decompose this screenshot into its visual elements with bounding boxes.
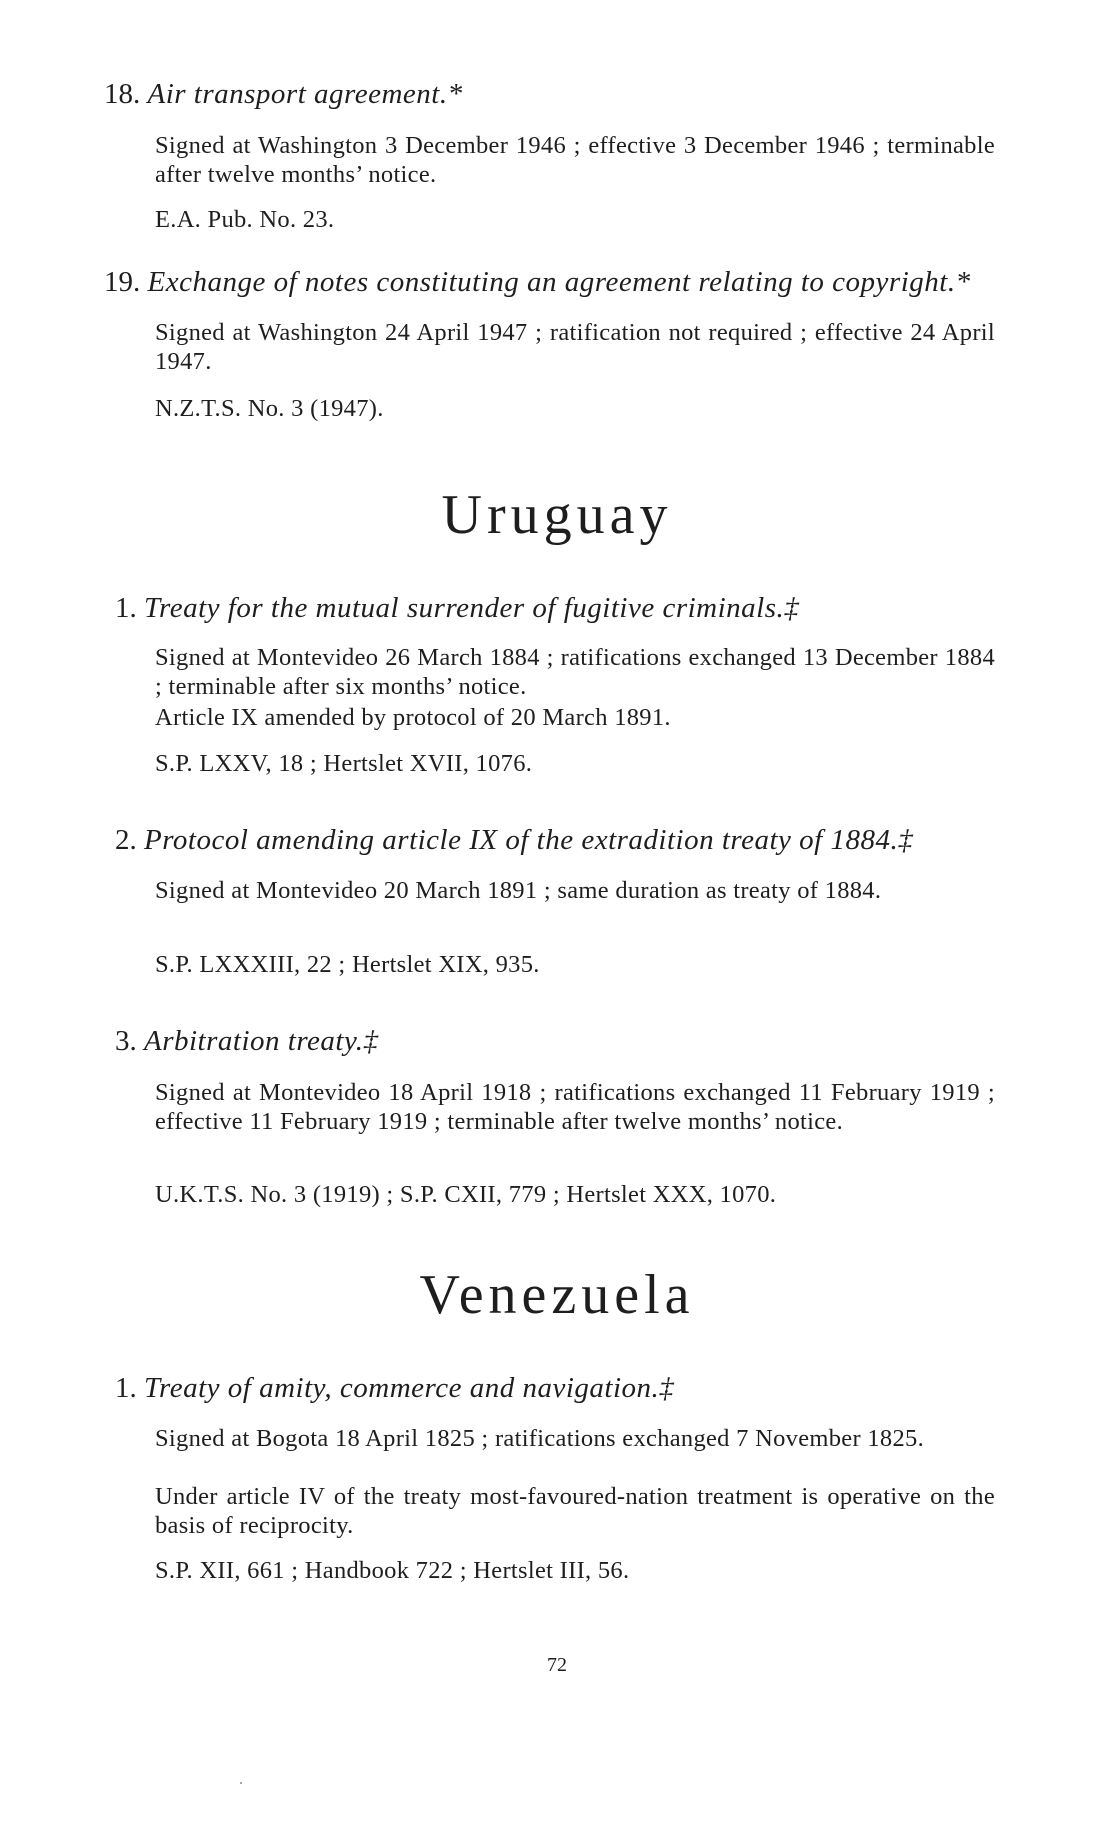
entry-note: Article IX amended by protocol of 20 March 1891.	[155, 704, 671, 731]
entry-detail: Signed at Montevideo 18 April 1918 ; ratifications exchanged 11 February 1919 ; effective 11 February 1919 ; terminable after twelve months’ notice.	[155, 1079, 995, 1135]
entry-heading	[115, 824, 1015, 857]
entry-number: 2.	[115, 824, 137, 856]
entry-reference: U.K.T.S. No. 3 (1919) ; S.P. CXII, 779 ; Hertslet XXX, 1070.	[155, 1181, 777, 1208]
entry-number: 19.	[104, 266, 141, 298]
entry-detail: Signed at Washington 24 April 1947 ; ratification not required ; effective 24 April 1947.	[155, 319, 995, 375]
entry-heading	[104, 78, 1004, 111]
entry-title: Protocol amending article IX of the extradition treaty of 1884.‡	[144, 824, 914, 856]
entry-heading	[115, 1025, 1015, 1058]
scan-speck	[240, 1782, 242, 1784]
page-number: 72	[547, 1654, 567, 1676]
entry-title: Arbitration treaty.‡	[144, 1025, 379, 1057]
entry-note: Under article IV of the treaty most-favoured-nation treatment is operative on the basis of reciprocity.	[155, 1483, 995, 1539]
entry-detail: Signed at Washington 3 December 1946 ; effective 3 December 1946 ; terminable after twelve months’ notice.	[155, 132, 995, 188]
entry-title: Treaty for the mutual surrender of fugitive criminals.‡	[144, 592, 800, 624]
entry-detail: Signed at Montevideo 26 March 1884 ; ratifications exchanged 13 December 1884 ; terminable after six months’ notice.	[155, 644, 995, 700]
country-heading-uruguay: Uruguay	[441, 484, 673, 546]
entry-title: Treaty of amity, commerce and navigation.‡	[144, 1372, 675, 1404]
entry-title: Air transport agreement.*	[147, 78, 463, 110]
entry-title: Exchange of notes constituting an agreement relating to copyright.*	[147, 266, 971, 298]
entry-number: 3.	[115, 1025, 137, 1057]
entry-heading	[115, 1372, 1015, 1405]
country-heading-venezuela: Venezuela	[419, 1264, 695, 1326]
entry-reference: N.Z.T.S. No. 3 (1947).	[155, 395, 384, 422]
entry-reference: S.P. XII, 661 ; Handbook 722 ; Hertslet III, 56.	[155, 1557, 630, 1584]
entry-reference: S.P. LXXV, 18 ; Hertslet XVII, 1076.	[155, 750, 533, 777]
entry-heading	[115, 592, 1015, 625]
entry-reference: E.A. Pub. No. 23.	[155, 206, 335, 233]
entry-detail: Signed at Montevideo 20 March 1891 ; same duration as treaty of 1884.	[155, 877, 882, 904]
entry-heading	[104, 266, 1004, 299]
entry-number: 18.	[104, 78, 141, 110]
entry-detail: Signed at Bogota 18 April 1825 ; ratifications exchanged 7 November 1825.	[155, 1425, 924, 1452]
entry-number: 1.	[115, 592, 137, 624]
entry-number: 1.	[115, 1372, 137, 1404]
entry-reference: S.P. LXXXIII, 22 ; Hertslet XIX, 935.	[155, 951, 540, 978]
